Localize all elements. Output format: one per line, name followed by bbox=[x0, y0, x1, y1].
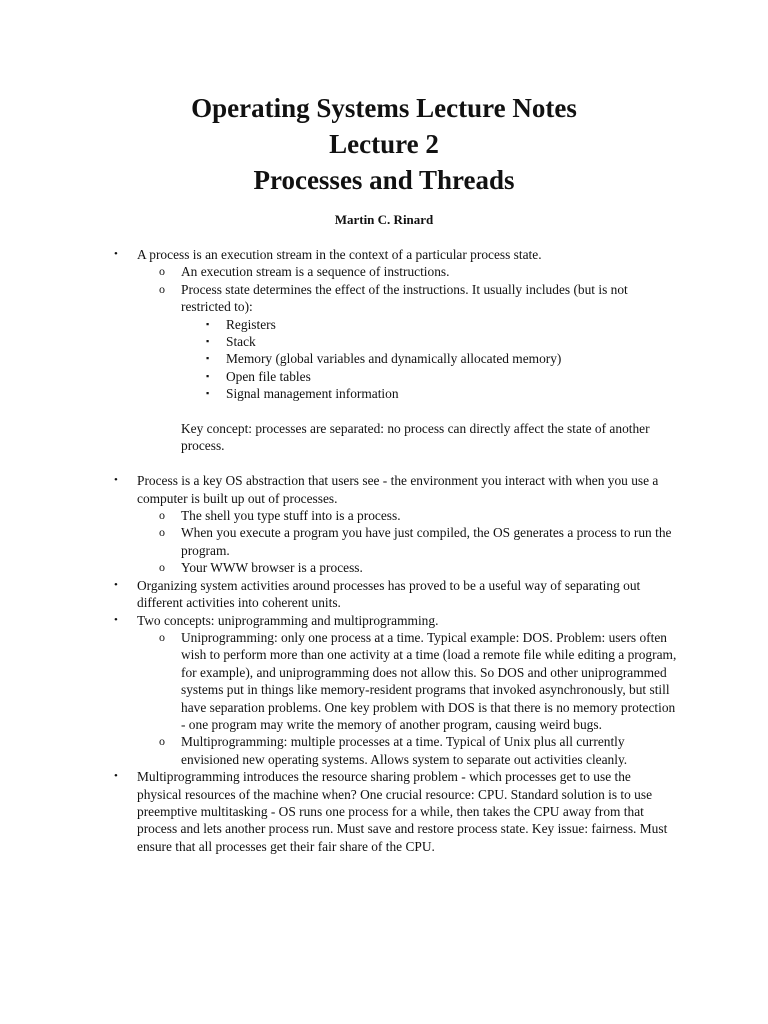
square-marker: ▪ bbox=[206, 353, 210, 364]
square-marker: ▪ bbox=[206, 388, 210, 399]
circle-marker: o bbox=[159, 560, 165, 575]
nested-list-item bbox=[137, 316, 677, 333]
item-text: A process is an execution stream in the context of a particular process state. bbox=[137, 247, 542, 262]
square-marker: ▪ bbox=[206, 336, 210, 347]
sub-list bbox=[137, 507, 677, 577]
square-marker: ▪ bbox=[206, 370, 210, 381]
nested-list bbox=[137, 316, 677, 403]
nested-item-text: Open file tables bbox=[226, 368, 311, 384]
circle-marker: o bbox=[159, 264, 165, 279]
sub-item-text: Uniprogramming: only one process at a time. Typical example: DOS. Problem: users often wish to perform more than one activity at a time (load a remote file while editing a program, for example), and uniprogramming does not allow this. So DOS and other uniprogrammed systems put in things like memory-resident programs that invoked asynchronously, but still have separation problems. One key problem with DOS is that there is no memory protection - one program may write the memory of another program, causing weird bugs. bbox=[181, 629, 677, 732]
lecture-topic: Processes and Threads bbox=[253, 165, 515, 195]
nested-list-item bbox=[137, 350, 677, 367]
nested-list-item bbox=[137, 333, 677, 350]
bullet-marker: • bbox=[114, 578, 118, 591]
list-item bbox=[0, 612, 677, 769]
lecture-content bbox=[0, 246, 768, 855]
item-text: Organizing system activities around processes has proved to be a useful way of separating out different activities into coherent units. bbox=[137, 577, 641, 611]
item-text: Process is a key OS abstraction that users see - the environment you interact with when you use a computer is built up out of processes. bbox=[137, 473, 659, 506]
list-item bbox=[0, 246, 677, 455]
list-item bbox=[0, 472, 677, 576]
circle-marker: o bbox=[159, 281, 165, 296]
bullet-marker: • bbox=[114, 613, 118, 626]
sub-list-item bbox=[137, 559, 677, 576]
circle-marker: o bbox=[159, 508, 165, 523]
bullet-marker: • bbox=[114, 248, 118, 260]
item-text: Two concepts: uniprogramming and multiprogramming. bbox=[137, 612, 439, 628]
sub-list-item bbox=[137, 263, 677, 280]
sub-list bbox=[137, 263, 677, 315]
author-name: Martin C. Rinard bbox=[334, 212, 434, 227]
circle-marker: o bbox=[159, 629, 165, 644]
lecture-number: Lecture 2 bbox=[329, 129, 439, 159]
sub-list-item bbox=[137, 524, 677, 559]
list-item bbox=[0, 577, 677, 612]
square-marker: ▪ bbox=[206, 318, 210, 329]
nested-list-item bbox=[137, 368, 677, 385]
sub-list-item bbox=[137, 507, 677, 524]
list-item bbox=[0, 768, 677, 855]
nested-item-text: Signal management information bbox=[226, 386, 399, 402]
sub-item-text: An execution stream is a sequence of instructions. bbox=[181, 264, 450, 280]
sub-list-item bbox=[137, 733, 677, 768]
sub-list-item bbox=[137, 281, 677, 316]
item-text: Multiprogramming introduces the resource sharing problem - which processes get to use the physical resources of the machine when? One crucial resource: CPU. Standard solution is to use preemptive multitasking - OS runs one process for a while, then takes the CPU away from that process and lets another process run. Must save and restore process state. Key issue: fairness. Must ensure that all processes get their fair share of the CPU. bbox=[137, 769, 668, 854]
nested-item-text: Registers bbox=[226, 316, 276, 332]
nested-list-item bbox=[137, 385, 677, 402]
key-concept-note: Key concept: processes are separated: no process can directly affect the state of another process. bbox=[181, 421, 650, 454]
nested-item-text: Memory (global variables and dynamically allocated memory) bbox=[226, 351, 562, 367]
sub-list-item bbox=[137, 629, 677, 733]
circle-marker: o bbox=[159, 525, 165, 540]
bullet-marker: • bbox=[114, 474, 118, 487]
sub-item-text: When you execute a program you have just compiled, the OS generates a process to run the program. bbox=[181, 525, 672, 558]
sub-item-text: Multiprogramming: multiple processes at a time. Typical of Unix plus all currently envisioned new operating systems. Allows system to separate out activities cleanly. bbox=[181, 734, 628, 767]
sub-item-text: The shell you type stuff into is a process. bbox=[181, 508, 401, 524]
sub-item-text: Your WWW browser is a process. bbox=[181, 560, 363, 576]
sub-list bbox=[137, 629, 677, 768]
page-title: Operating Systems Lecture Notes bbox=[191, 93, 577, 123]
sub-item-text: Process state determines the effect of the instructions. It usually includes (but is not restricted to): bbox=[181, 281, 628, 315]
nested-item-text: Stack bbox=[226, 334, 256, 350]
circle-marker: o bbox=[159, 734, 165, 749]
top-level-list bbox=[0, 246, 768, 855]
title-block bbox=[0, 90, 768, 198]
bullet-marker: • bbox=[114, 770, 118, 783]
